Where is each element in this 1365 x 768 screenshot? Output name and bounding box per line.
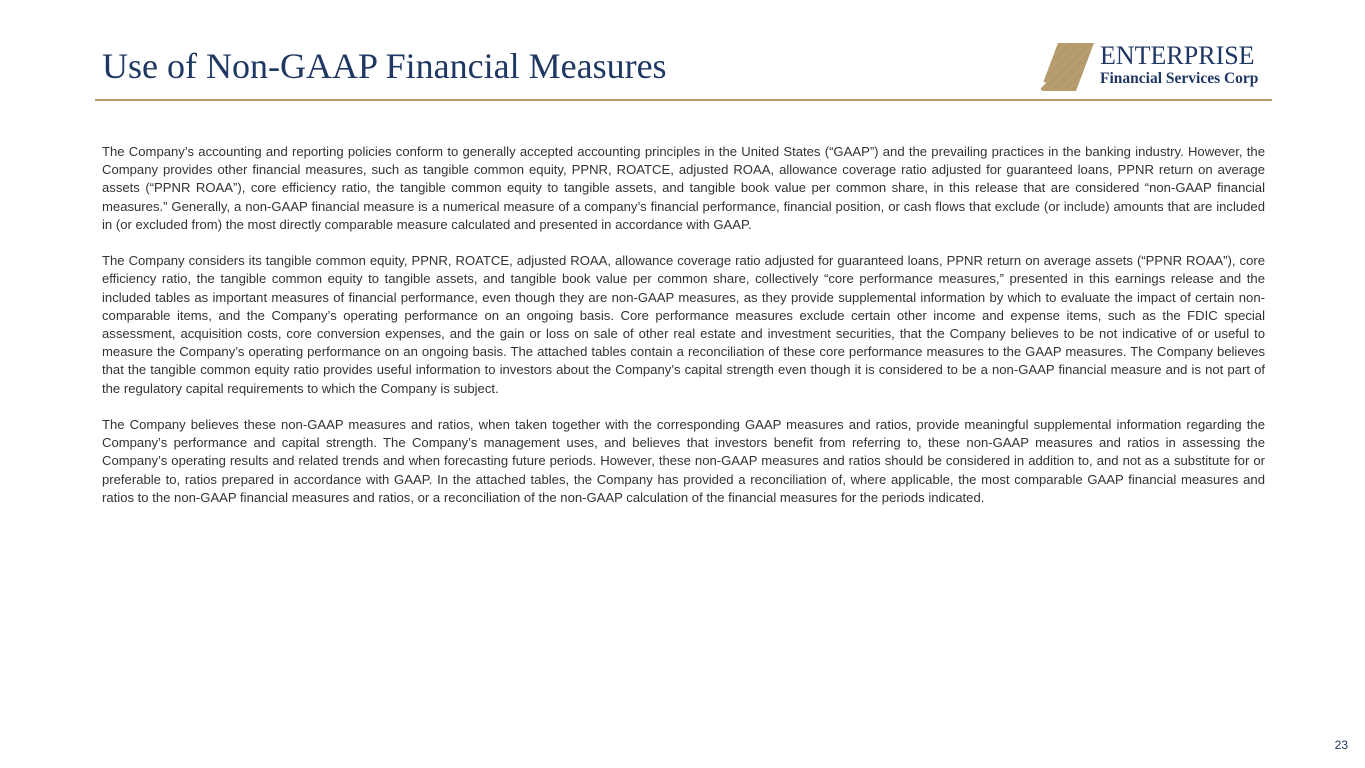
page-number: 23 xyxy=(1334,738,1348,752)
page-title: Use of Non-GAAP Financial Measures xyxy=(102,46,667,86)
body-text xyxy=(102,143,1265,525)
logo-subtitle: Financial Services Corp xyxy=(1100,70,1259,87)
logo-wordmark: ENTERPRISE xyxy=(1100,41,1255,70)
title-divider xyxy=(95,99,1272,101)
striped-parallelogram-icon xyxy=(1040,43,1094,91)
paragraph-1: The Company’s accounting and reporting policies conform to generally accepted accounting principles in the United States (“GAAP”) and the prevailing practices in the banking industry. However, the Company provides other financial measures, such as tangible common equity, PPNR, ROATCE, adjusted ROAA, allowance coverage ratio adjusted for guaranteed loans, PPNR return on average assets (“PPNR ROAA”), core efficiency ratio, the tangible common equity to tangible assets, and tangible book value per common share, in this release that are considered “non-GAAP financial measures.” Generally, a non-GAAP financial measure is a numerical measure of a company’s financial performance, financial position, or cash flows that exclude (or include) amounts that are included in (or excluded from) the most directly comparable measure calculated and presented in accordance with GAAP. xyxy=(102,144,1265,232)
company-logo xyxy=(1040,42,1272,92)
paragraph-3: The Company believes these non-GAAP measures and ratios, when taken together with the corresponding GAAP measures and ratios, provide meaningful supplemental information regarding the Company’s performance and capital strength. The Company’s management uses, and believes that investors benefit from referring to, these non-GAAP measures and ratios in assessing the Company’s operating results and related trends and when forecasting future periods. However, these non-GAAP measures and ratios should be considered in addition to, and not as a substitute for or preferable to, ratios prepared in accordance with GAAP. In the attached tables, the Company has provided a reconciliation of, where applicable, the most comparable GAAP financial measures and ratios to the non-GAAP financial measures and ratios, or a reconciliation of the non-GAAP calculation of the financial measures for the periods indicated. xyxy=(102,417,1265,505)
paragraph-2: The Company considers its tangible common equity, PPNR, ROATCE, adjusted ROAA, allowance coverage ratio adjusted for guaranteed loans, PPNR return on average assets (“PPNR ROAA”), core efficiency ratio, the tangible common equity to tangible assets, and tangible book value per common share, collectively “core performance measures,” presented in this earnings release and the included tables as important measures of financial performance, even though they are non-GAAP measures, as they provide supplemental information by which to evaluate the impact of certain non-comparable items, and the Company’s operating performance on an ongoing basis. Core performance measures exclude certain other income and expense items, such as the FDIC special assessment, acquisition costs, core conversion expenses, and the gain or loss on sale of other real estate and investment securities, that the Company believes to be not indicative of or useful to measure the Company’s operating performance on an ongoing basis. The attached tables contain a reconciliation of these core performance measures to the GAAP measures. The Company believes that the tangible common equity ratio provides useful information to investors about the Company’s capital strength even though it is considered to be a non-GAAP financial measure and is not part of the regulatory capital requirements to which the Company is subject. xyxy=(102,253,1265,396)
